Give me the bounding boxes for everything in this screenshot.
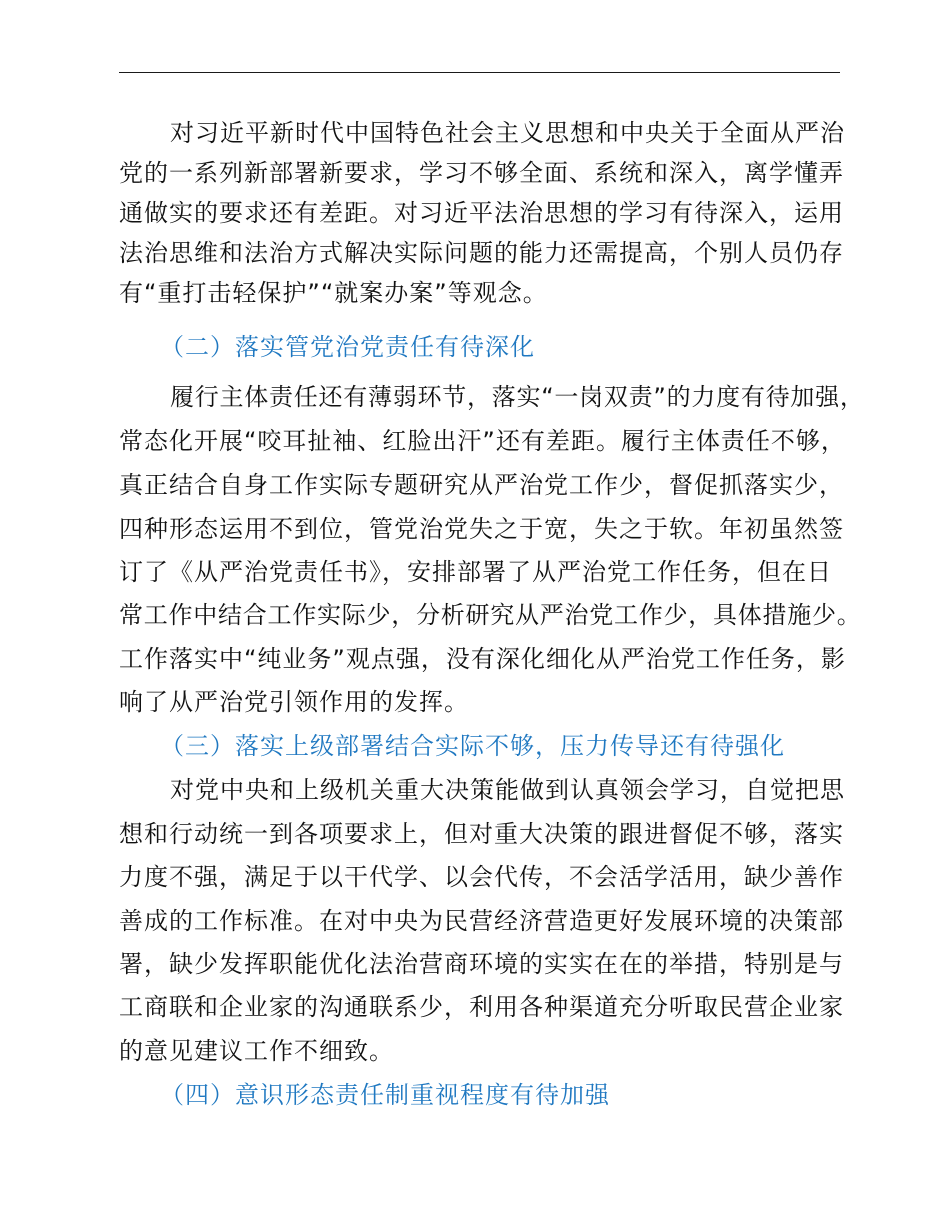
paragraph-line: 对党中央和上级机关重大决策能做到认真领会学习，自觉把思 <box>170 776 845 804</box>
paragraph-line: 的意见建议工作不细致。 <box>119 1037 394 1065</box>
paragraph-line: 力度不强，满足于以干代学、以会代传，不会活学活用，缺少善作 <box>119 863 844 891</box>
paragraph-line: 履行主体责任还有薄弱环节，落实“一岗双责”的力度有待加强， <box>170 383 865 411</box>
paragraph-line: 想和行动统一到各项要求上，但对重大决策的跟进督促不够，落实 <box>119 820 844 848</box>
paragraph-line: 对习近平新时代中国特色社会主义思想和中央关于全面从严治 <box>170 119 845 147</box>
paragraph-line: 工商联和企业家的沟通联系少，利用各种渠道充分听取民营企业家 <box>119 993 844 1021</box>
paragraph-line: 响了从严治党引领作用的发挥。 <box>119 688 469 716</box>
paragraph-line: 工作落实中“纯业务”观点强，没有深化细化从严治党工作任务，影 <box>119 645 846 673</box>
paragraph-line: 订了《从严治党责任书》，安排部署了从严治党工作任务，但在日 <box>119 558 832 586</box>
section-heading: （三）落实上级部署结合实际不够，压力传导还有待强化 <box>160 732 785 760</box>
section-heading: （四）意识形态责任制重视程度有待加强 <box>160 1081 610 1109</box>
paragraph-line: 党的一系列新部署新要求，学习不够全面、系统和深入，离学懂弄 <box>119 159 844 187</box>
section-heading: （二）落实管党治党责任有待深化 <box>160 333 535 361</box>
paragraph-line: 常工作中结合工作实际少，分析研究从严治党工作少，具体措施少。 <box>119 601 862 629</box>
paragraph-line: 法治思维和法治方式解决实际问题的能力还需提高，个别人员仍存 <box>119 239 844 267</box>
paragraph-line: 常态化开展“咬耳扯袖、红脸出汗”还有差距。履行主体责任不够， <box>119 427 846 455</box>
paragraph-line: 通做实的要求还有差距。对习近平法治思想的学习有待深入，运用 <box>119 199 844 227</box>
paragraph-line: 善成的工作标准。在对中央为民营经济营造更好发展环境的决策部 <box>119 907 844 935</box>
paragraph-line: 真正结合自身工作实际专题研究从严治党工作少，督促抓落实少， <box>119 471 844 499</box>
paragraph-line: 有“重打击轻保护”“就案办案”等观念。 <box>119 279 548 307</box>
paragraph-line: 四种形态运用不到位，管党治党失之于宽，失之于软。年初虽然签 <box>119 515 844 543</box>
paragraph-line: 署，缺少发挥职能优化法治营商环境的实实在在的举措，特别是与 <box>119 950 844 978</box>
header-rule <box>119 72 840 73</box>
